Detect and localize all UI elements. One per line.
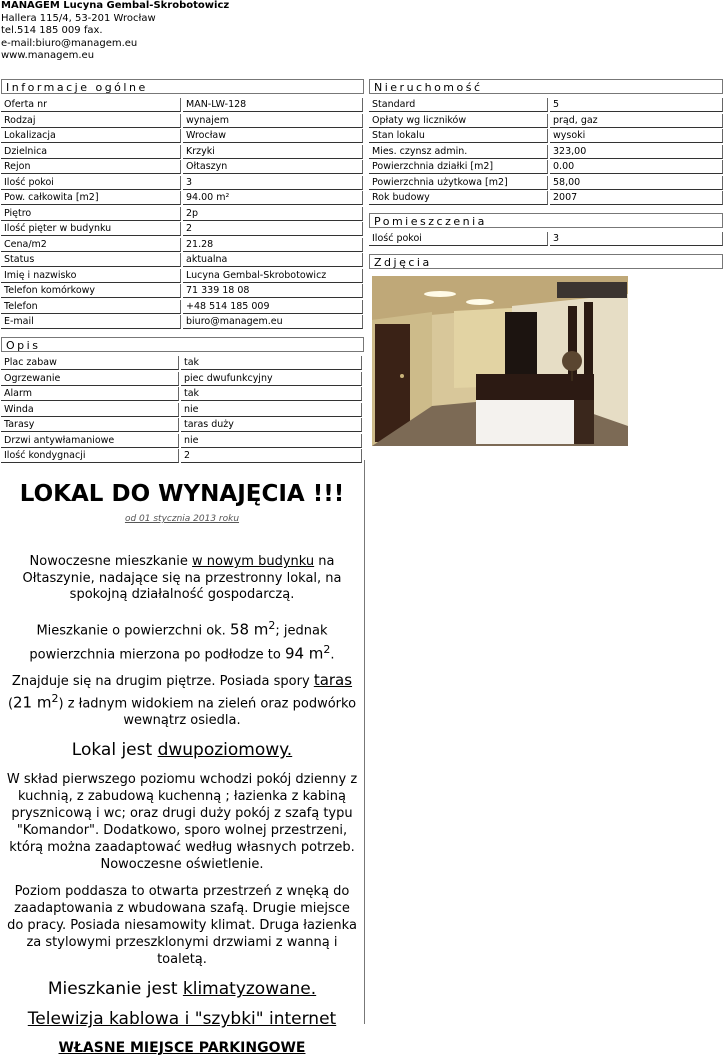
paragraph-ac [0, 978, 364, 1000]
row-label: Ogrzewanie [1, 372, 179, 386]
paragraph-attic: Poziom poddasza to otwarta przestrzeń z wnęką do zaadaptowania z wbudowana szafą. Drugie miejsce do pracy. Posiada niesamowity klimat. Druga łazienka za stylowymi przeszklonymi drzwiami z wanną i toaletą. [7, 884, 357, 968]
row-label: Drzwi antywłamaniowe [1, 434, 179, 448]
row-label: Tarasy [1, 418, 179, 432]
row-label: Winda [1, 403, 179, 417]
table-row [1, 356, 364, 372]
area-value-2: 94 m [284, 644, 324, 663]
column-divider [364, 460, 365, 1024]
table-row [1, 403, 364, 419]
table-row [369, 98, 723, 114]
table-row [1, 222, 364, 238]
features-table [1, 356, 364, 465]
general-info-section [1, 79, 364, 331]
row-label: Powierzchnia działki [m2] [369, 160, 548, 174]
table-row [369, 114, 723, 130]
table-row [1, 372, 364, 388]
area-value-1: 58 m [229, 619, 269, 638]
row-value: taras duży [181, 418, 362, 432]
row-value: wynajem [183, 114, 363, 128]
property-table [369, 98, 723, 207]
table-row [1, 418, 364, 434]
row-label: Opłaty wg liczników [369, 114, 548, 128]
row-value: 323,00 [550, 145, 723, 159]
row-value: nie [181, 403, 362, 417]
company-website: www.managem.eu [1, 50, 95, 61]
row-label: Status [1, 253, 181, 267]
row-label: Alarm [1, 387, 179, 401]
rooms-title: Pomieszczenia [369, 213, 723, 228]
listing-description [0, 472, 364, 1058]
paragraph-first-level: W skład pierwszego poziomu wchodzi pokój dzienny z kuchnią, z zabudową kuchenną ; łazienka z kabiną prysznicową i wc; oraz drugi duży pokój z szafą typu "Komandor". Dodatkowo, sporo wolnej przestrzeni, którą można zaadaptować według własnych potrzeb. Nowoczesne oświetlenie. [6, 772, 358, 873]
property-photo[interactable] [372, 276, 628, 446]
row-label: Telefon [1, 300, 181, 314]
paragraph-floor [2, 672, 362, 729]
company-phone: tel.514 185 009 fax. [1, 25, 103, 36]
row-label: Ilość pięter w budynku [1, 222, 181, 236]
table-row [369, 232, 723, 248]
table-row [1, 176, 364, 192]
row-label: Powierzchnia użytkowa [m2] [369, 176, 548, 190]
row-label: Rok budowy [369, 191, 548, 205]
row-label: Dzielnica [1, 145, 181, 159]
table-row [1, 253, 364, 269]
terrace-superscript: 2 [51, 692, 59, 706]
floor-text-c: ) z ładnym widokiem na zieleń oraz podwórko wewnątrz osiedla. [58, 696, 357, 729]
floor-text-b: ( [7, 696, 14, 712]
table-row [1, 449, 364, 465]
row-value: Ołtaszyn [183, 160, 363, 174]
features-title: Opis [1, 337, 364, 352]
row-value: 0.00 [550, 160, 723, 174]
row-value: 2 [183, 222, 363, 236]
row-label: Ilość kondygnacji [1, 449, 179, 463]
paragraph-tv-internet[interactable]: Telewizja kablowa i "szybki" internet [27, 1009, 337, 1030]
table-row [1, 98, 364, 114]
photos-section [369, 254, 723, 269]
agency-header [1, 0, 229, 63]
table-row [369, 176, 723, 192]
row-value: 21.28 [183, 238, 363, 252]
area-superscript-1: 2 [268, 618, 276, 632]
general-info-title: Informacje ogólne [1, 79, 364, 94]
listing-headline: LOKAL DO WYNAJĘCIA !!! [19, 481, 345, 507]
row-value: biuro@managem.eu [183, 315, 363, 329]
row-value: 2007 [550, 191, 723, 205]
table-row [1, 145, 364, 161]
table-row [1, 129, 364, 145]
row-value: 58,00 [550, 176, 723, 190]
area-text-b: ; jednak powierzchnia mierzona po podłodze to [29, 622, 328, 663]
table-row [1, 315, 364, 331]
row-value: tak [181, 356, 362, 370]
paragraph-intro [22, 554, 342, 604]
rooms-section [369, 213, 723, 248]
row-label: Imię i nazwisko [1, 269, 181, 283]
row-label: Rejon [1, 160, 181, 174]
row-value: 94.00 m² [183, 191, 363, 205]
photos-title: Zdjęcia [369, 254, 723, 269]
new-building-link[interactable]: w nowym budynku [192, 554, 315, 569]
row-value: 5 [550, 98, 723, 112]
row-value: tak [181, 387, 362, 401]
intro-text-a: Nowoczesne mieszkanie [29, 554, 193, 569]
row-value: Wrocław [183, 129, 363, 143]
rooms-table [369, 232, 723, 248]
row-value: piec dwufunkcyjny [181, 372, 362, 386]
row-label: Lokalizacja [1, 129, 181, 143]
paragraph-area [24, 616, 340, 665]
row-value: aktualna [183, 253, 363, 267]
row-label: Ilość pokoi [1, 176, 181, 190]
company-email: e-mail:biuro@managem.eu [1, 37, 138, 49]
table-row [1, 160, 364, 176]
general-info-table [1, 98, 364, 331]
row-value: wysoki [550, 129, 723, 143]
row-label: Stan lokalu [369, 129, 548, 143]
company-name: MANAGEM Lucyna Gembal-Skrobotowicz [1, 0, 230, 11]
row-label: Plac zabaw [1, 356, 179, 370]
row-label: Standard [369, 98, 548, 112]
features-section [1, 337, 364, 465]
row-value: 3 [550, 232, 723, 246]
area-text-end: . [330, 647, 335, 663]
ac-text: Mieszkanie jest [47, 979, 183, 1000]
row-value: 2 [181, 449, 362, 463]
terrace-area: 21 m [13, 693, 52, 712]
table-row [1, 269, 364, 285]
table-row [369, 145, 723, 161]
row-value: MAN-LW-128 [183, 98, 363, 112]
row-value: Krzyki [183, 145, 363, 159]
area-text-a: Mieszkanie o powierzchni ok. [36, 622, 230, 638]
table-row [369, 191, 723, 207]
row-value: +48 514 185 009 [183, 300, 363, 314]
table-row [369, 160, 723, 176]
row-label: Mies. czynsz admin. [369, 145, 548, 159]
table-row [1, 238, 364, 254]
interior-photo-image [372, 276, 628, 446]
row-label: Oferta nr [1, 98, 181, 112]
air-conditioned-link[interactable]: klimatyzowane. [182, 979, 317, 1000]
paragraph-levels [0, 739, 364, 761]
row-label: Rodzaj [1, 114, 181, 128]
row-label: Ilość pokoi [369, 232, 548, 246]
row-value: 71 339 18 08 [183, 284, 363, 298]
table-row [1, 207, 364, 223]
floor-text-a: Znajduje się na drugim piętrze. Posiada spory [11, 674, 314, 690]
row-value: prąd, gaz [550, 114, 723, 128]
row-value: nie [181, 434, 362, 448]
row-label: Piętro [1, 207, 181, 221]
row-label: Telefon komórkowy [1, 284, 181, 298]
row-value: Lucyna Gembal-Skrobotowicz [183, 269, 363, 283]
terrace-link[interactable]: taras [313, 671, 353, 690]
area-superscript-2: 2 [323, 642, 331, 656]
availability-date[interactable]: od 01 stycznia 2013 roku [124, 514, 240, 524]
table-row [1, 114, 364, 130]
row-label: E-mail [1, 315, 181, 329]
table-row [1, 300, 364, 316]
row-value: 2p [183, 207, 363, 221]
levels-text: Lokal jest [71, 740, 158, 761]
property-title: Nieruchomość [369, 79, 723, 94]
table-row [1, 191, 364, 207]
property-section [369, 79, 723, 207]
two-level-link[interactable]: dwupoziomowy. [157, 740, 293, 761]
row-label: Cena/m2 [1, 238, 181, 252]
table-row [1, 434, 364, 450]
table-row [1, 387, 364, 403]
row-label: Pow. całkowita [m2] [1, 191, 181, 205]
row-value: 3 [183, 176, 363, 190]
paragraph-parking: WŁASNE MIEJSCE PARKINGOWE [58, 1040, 306, 1057]
table-row [369, 129, 723, 145]
company-address: Hallera 115/4, 53-201 Wrocław [1, 12, 156, 24]
intro-text-b: na Ołtaszynie, nadające się na przestronny lokal, na spokojną działalność gospodarczą. [22, 554, 342, 602]
table-row [1, 284, 364, 300]
